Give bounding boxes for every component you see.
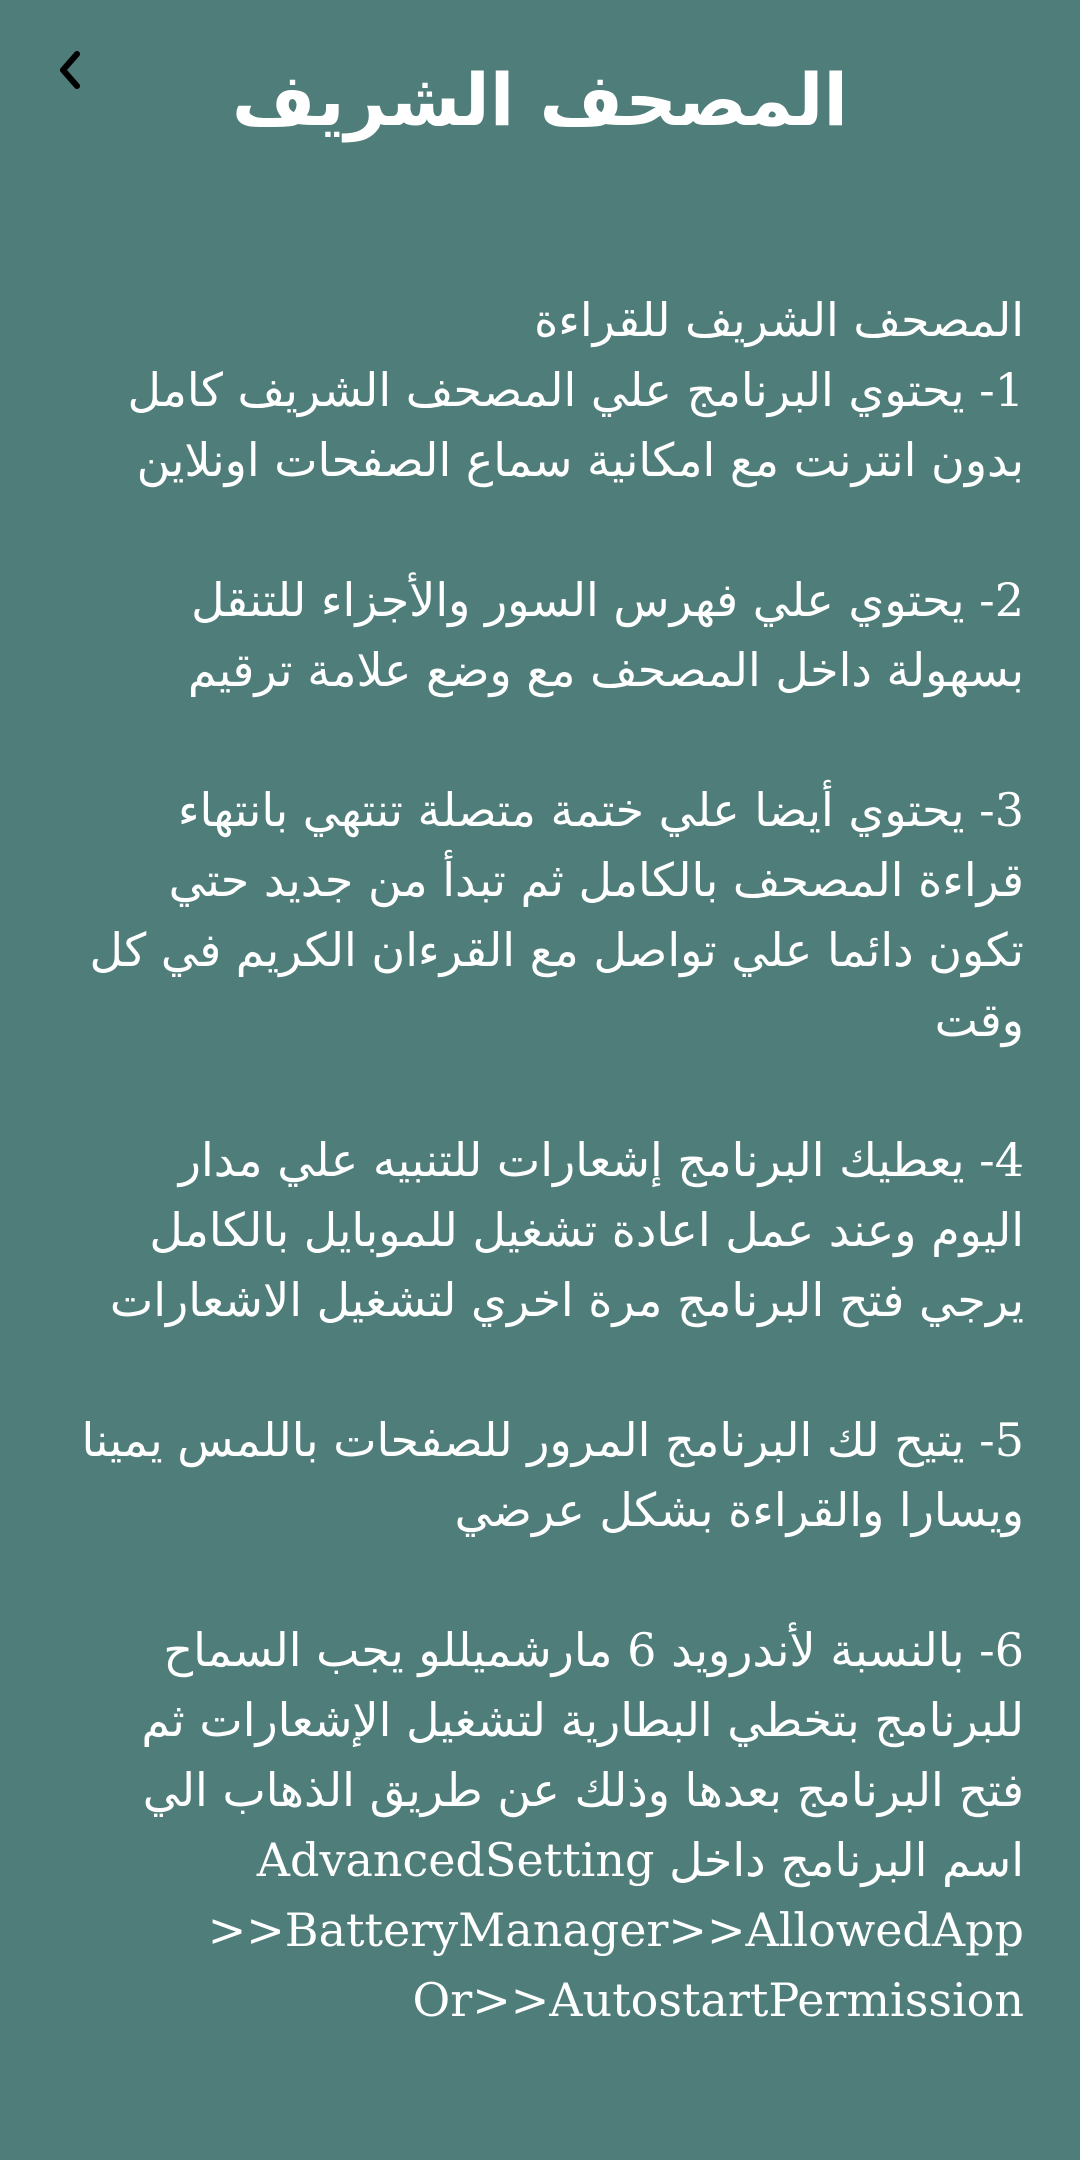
app-header bbox=[0, 0, 1080, 200]
feature-item-2: 2- يحتوي علي فهرس السور والأجزاء للتنقل بسهولة داخل المصحف مع وضع علامة ترقيم bbox=[187, 573, 1024, 697]
feature-item-1: 1- يحتوي البرنامج علي المصحف الشريف كامل بدون انترنت مع امكانية سماع الصفحات اونلاين bbox=[127, 363, 1024, 487]
feature-item-4: 4- يعطيك البرنامج إشعارات للتنبيه علي مدار اليوم وعند عمل اعادة تشغيل للموبايل بالكامل يرجي فتح البرنامج مرة اخري لتشغيل الاشعارات bbox=[109, 1133, 1024, 1327]
settings-path: AdvancedSetting >>BatteryManager>>AllowedApp Or>>AutostartPermission bbox=[207, 1833, 1024, 2027]
page-title: المصحف الشريف bbox=[231, 58, 849, 142]
intro-line: المصحف الشريف للقراءة bbox=[534, 293, 1024, 347]
feature-item-6 bbox=[80, 1615, 1024, 2035]
feature-item-3: 3- يحتوي أيضا علي ختمة متصلة تنتهي بانتهاء قراءة المصحف بالكامل ثم تبدأ من جديد حتي تكون دائما علي تواصل مع القرءان الكريم في كل وقت bbox=[89, 783, 1024, 1047]
description-text bbox=[80, 285, 1024, 2035]
feature-item-6-text: 6- بالنسبة لأندرويد 6 مارشميللو يجب السماح للبرنامج بتخطي البطارية لتشغيل الإشعارات ثم فتح البرنامج بعدها وذلك عن طريق الذهاب الي اسم البرنامج داخل bbox=[141, 1623, 1024, 1887]
feature-item-5: 5- يتيح لك البرنامج المرور للصفحات باللمس يمينا ويسارا والقراءة بشكل عرضي bbox=[81, 1413, 1024, 1537]
feature-list bbox=[80, 355, 1024, 2035]
